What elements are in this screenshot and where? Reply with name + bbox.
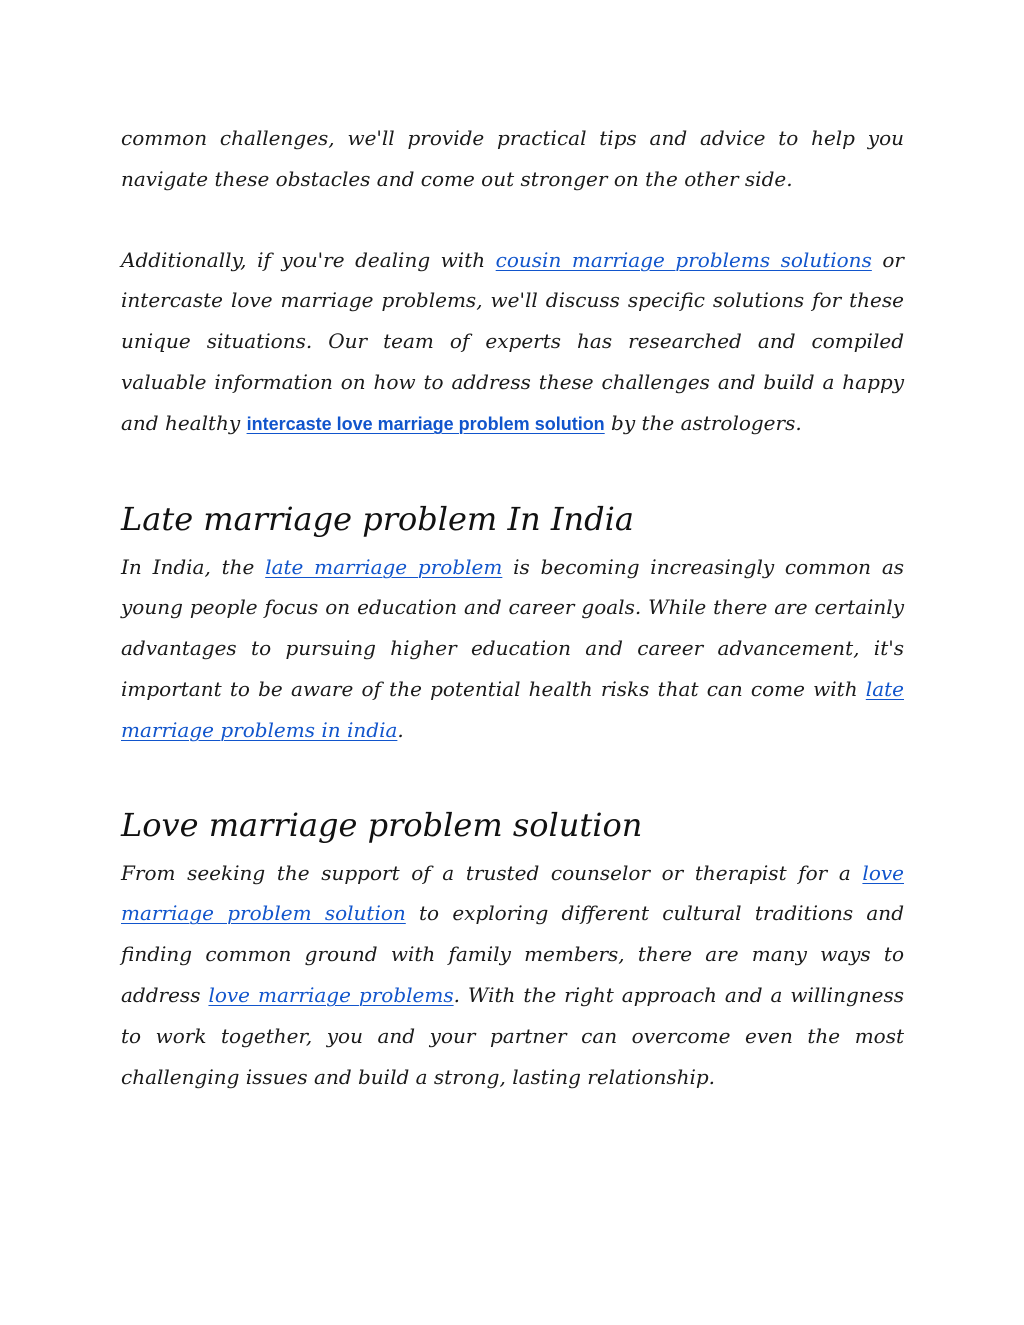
additional-text-end: by the astrologers. xyxy=(604,410,802,435)
late-marriage-paragraph xyxy=(121,547,904,751)
intercaste-solution-link[interactable]: intercaste love marriage problem solution xyxy=(246,413,605,434)
cousin-marriage-link[interactable]: cousin marriage problems solutions xyxy=(495,247,872,272)
love-marriage-problems-link[interactable]: love marriage problems xyxy=(208,982,454,1007)
love-marriage-paragraph xyxy=(121,853,904,1098)
late-marriage-link[interactable]: late marriage problem xyxy=(265,554,503,579)
late-text-start: In India, the xyxy=(121,554,266,579)
love-marriage-heading: Love marriage problem solution xyxy=(121,805,643,844)
late-text-end: . xyxy=(397,717,404,742)
love-text-start: From seeking the support of a trusted counselor or therapist for a xyxy=(121,860,863,885)
intro-paragraph xyxy=(121,118,904,200)
late-marriage-heading: Late marriage problem In India xyxy=(121,499,634,538)
late-text-middle: is becoming increasingly common as young people focus on education and career goals. While there are certainly advantages to pursuing higher education and career advancement, it's important to be aware of the potential health risks that can come with xyxy=(121,554,905,701)
additional-paragraph xyxy=(121,240,904,445)
intro-text: common challenges, we'll provide practical tips and advice to help you navigate these obstacles and come out stronger on the other side. xyxy=(121,126,904,191)
additional-text-middle: or intercaste love marriage problems, we'll discuss specific solutions for these unique situations. Our team of experts has researched and compiled valuable information on how to address these challenges and build a happy and healthy xyxy=(121,247,904,435)
document-page xyxy=(121,118,904,1097)
love-marriage-solution-link[interactable]: love marriage problem solution xyxy=(121,860,904,926)
late-marriage-india-link[interactable]: late marriage problems in india xyxy=(121,676,904,742)
additional-text-start: Additionally, if you're dealing with xyxy=(121,247,496,272)
love-text-end: . With the right approach and a willingness to work together, you and your partner can overcome even the most challenging issues and build a strong, lasting relationship. xyxy=(121,982,904,1089)
love-text-middle: to exploring different cultural traditions and finding common ground with family members, there are many ways to address xyxy=(121,901,904,1007)
